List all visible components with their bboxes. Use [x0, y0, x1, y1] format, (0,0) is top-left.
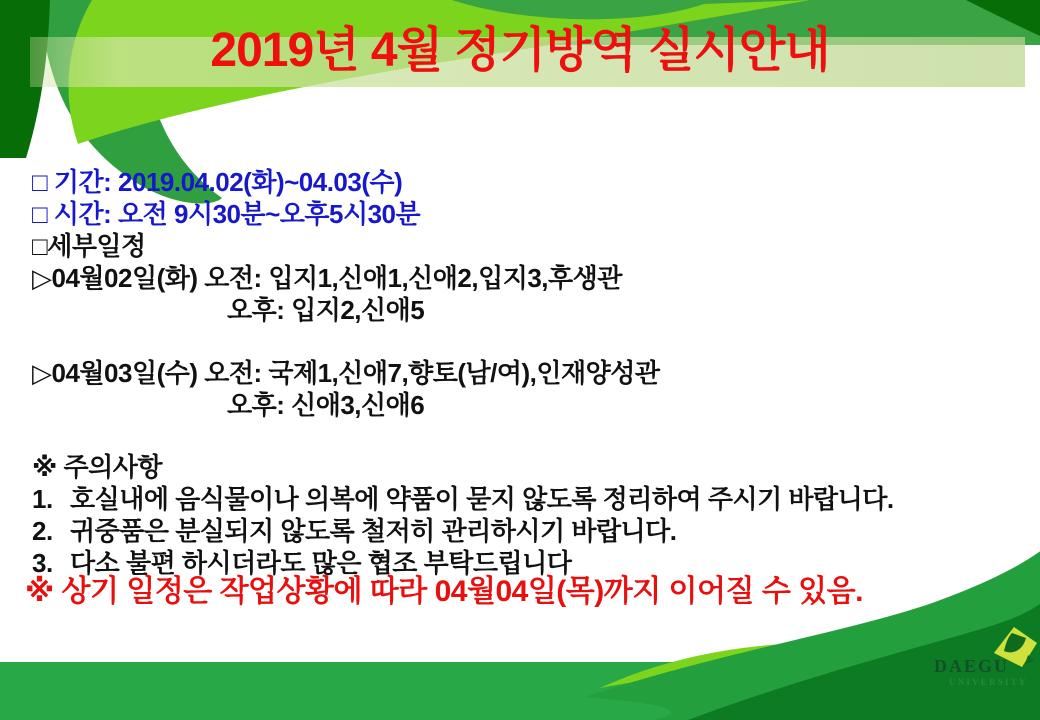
schedule-day2-pm-line: 오후: 신애3,신애6: [227, 390, 425, 420]
time-line: □ 시간: 오전 9시30분~오후5시30분: [32, 199, 421, 229]
period-line: □ 기간: 2019.04.02(화)~04.03(수): [32, 167, 403, 197]
daegu-university-logo: [928, 620, 1040, 692]
notice-item-2-text: 귀중품은 분실되지 않도록 철저히 관리하시기 바랍니다.: [70, 516, 677, 546]
schedule-day1-line: ▷04월02일(화) 오전: 입지1,신애1,신애2,입지3,후생관: [32, 263, 622, 293]
notice-item-3-number: 3.: [32, 548, 53, 578]
notice-item-1-number: 1.: [32, 484, 53, 514]
logo-subtitle-text: UNIVERSITY: [949, 677, 1028, 687]
notice-item-1-text: 호실내에 음식물이나 의복에 약품이 묻지 않도록 정리하여 주시기 바랍니다.: [70, 484, 894, 514]
logo-name-text: DAEGU: [934, 656, 1010, 676]
notice-item-3-text: 다소 불편 하시더라도 많은 협조 부탁드립니다: [70, 548, 572, 578]
schedule-day2-line: ▷04월03일(수) 오전: 국제1,신애7,향토(남/여),인재양성관: [32, 358, 660, 388]
notice-item-1: [32, 484, 894, 514]
notice-item-2-number: 2.: [32, 516, 53, 546]
notice-item-2: [32, 516, 677, 546]
schedule-day1-pm-line: 오후: 입지2,신애5: [227, 295, 425, 325]
footnote-line: ※ 상기 일정은 작업상황에 따라 04월04일(목)까지 이어질 수 있음.: [25, 575, 863, 608]
slide-title: 2019년 4월 정기방역 실시안내: [210, 24, 830, 77]
notice-item-3: [32, 548, 571, 578]
detail-schedule-header: □세부일정: [32, 231, 146, 261]
notice-header: ※ 주의사항: [32, 452, 162, 482]
